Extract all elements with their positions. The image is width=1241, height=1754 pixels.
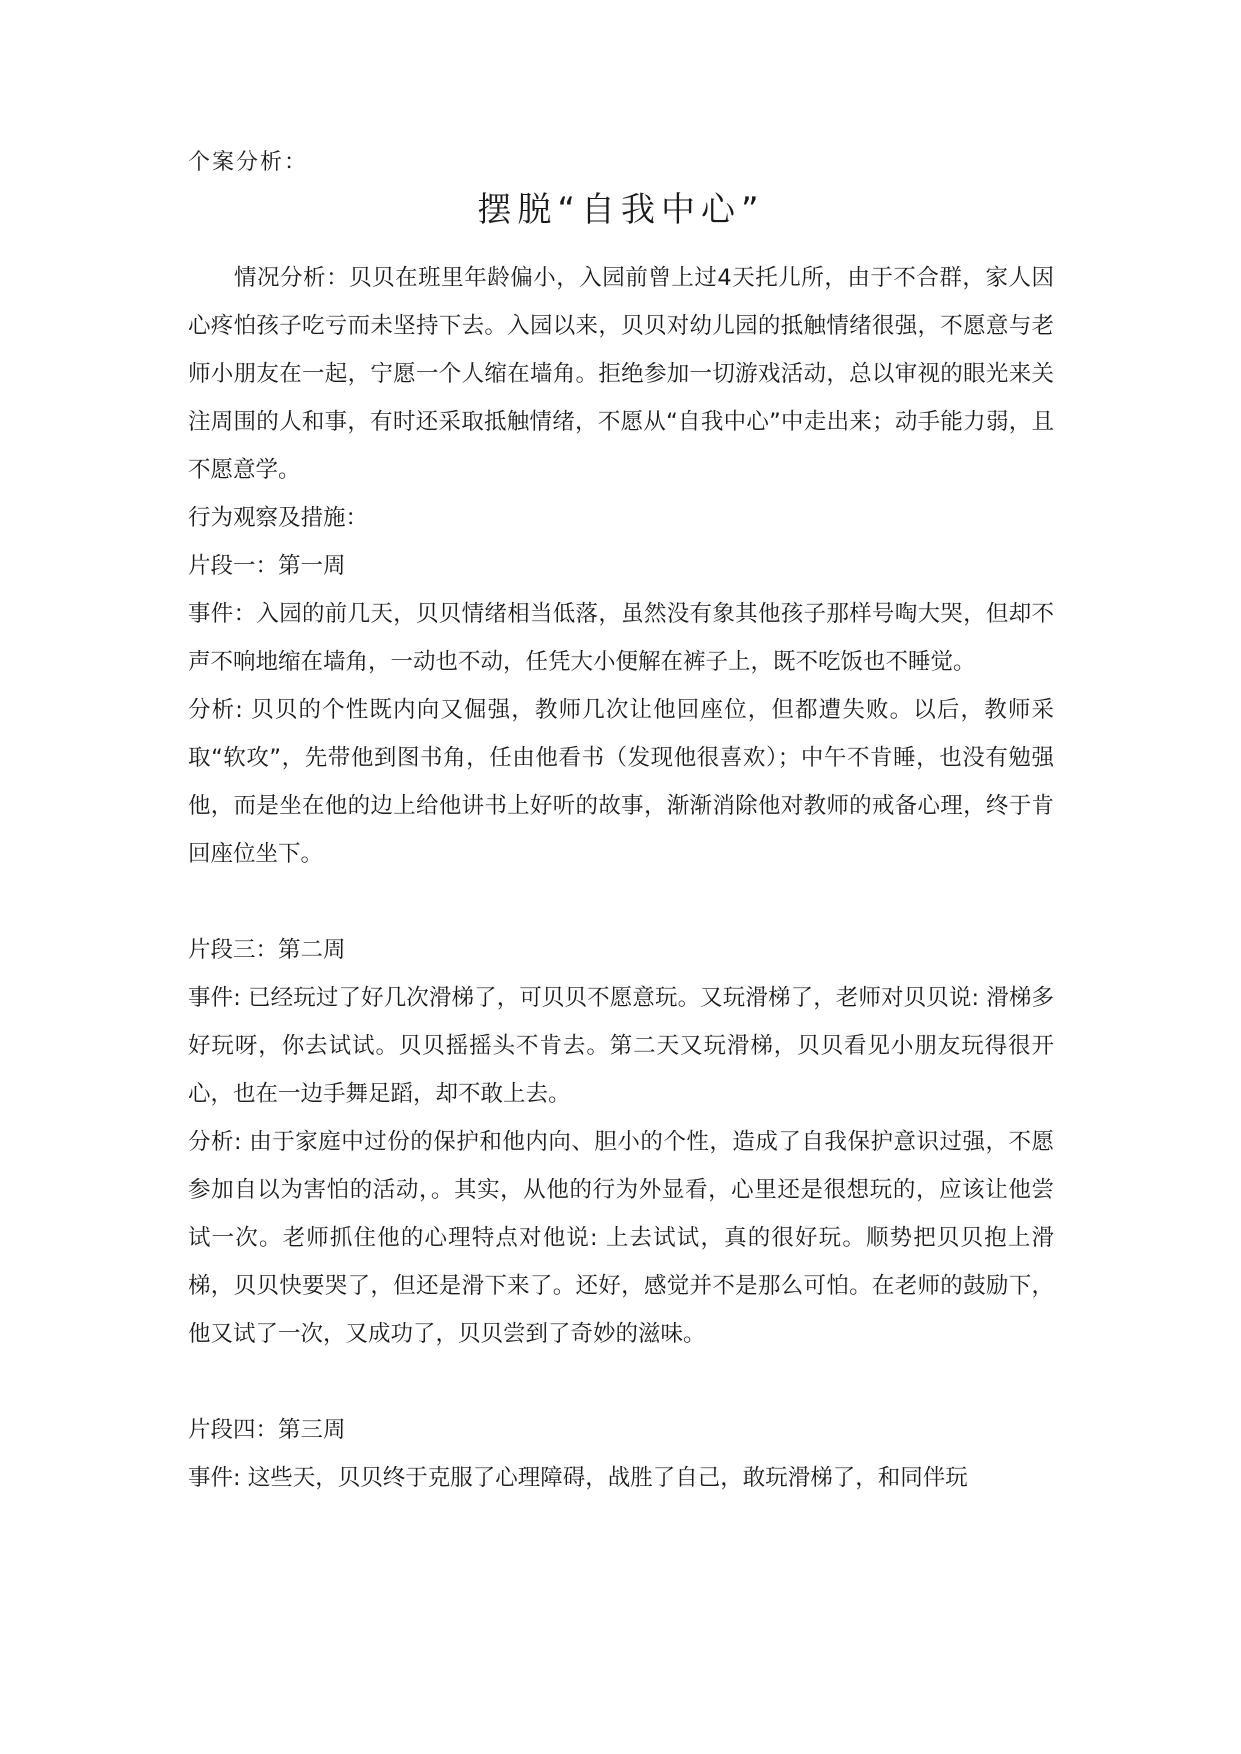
case-analysis-label: 个案分析： xyxy=(188,150,309,175)
segment-1-heading: 片段一：第一周 xyxy=(188,553,346,579)
document-page xyxy=(188,148,1054,1502)
document-title: 摆脱“自我中心” xyxy=(477,190,765,230)
segment-2-analysis: 分析: 由于家庭中过份的保护和他内向、胆小的个性，造成了自我保护意识过强，不愿参加自以为害怕的活动，。其实，从他的行为外显看，心里还是很想玩的，应该让他尝试一次。老师抓住他的心理特点对他说: 上去试试，真的很好玩。顺势把贝贝抱上滑梯，贝贝快要哭了，但还是滑下来了。还好，感觉并不是那么可怕。在老师的鼓励下，他又试了一次，又成功了，贝贝尝到了奇妙的滋味。 xyxy=(188,1129,1054,1347)
segment-2-event: 事件: 已经玩过了好几次滑梯了，可贝贝不愿意玩。又玩滑梯了，老师对贝贝说: 滑梯多好玩呀，你去试试。贝贝摇摇头不肯去。第二天又玩滑梯，贝贝看见小朋友玩得很开心，也在一边手舞足蹈，却不敢上去。 xyxy=(188,985,1054,1107)
segment-2-heading: 片段三：第二周 xyxy=(188,937,346,963)
paragraph-gap xyxy=(188,878,1054,926)
segment-1-analysis: 分析: 贝贝的个性既内向又倔强，教师几次让他回座位，但都遭失败。以后，教师采取“软攻”，先带他到图书角，任由他看书（发现他很喜欢）；中午不肯睡，也没有勉强他，而是坐在他的边上给他讲书上好听的故事，渐渐消除他对教师的戒备心理，终于肯回座位坐下。 xyxy=(188,697,1054,867)
segment-3-event: 事件: 这些天，贝贝终于克服了心理障碍，战胜了自己，敢玩滑梯了，和同伴玩 xyxy=(188,1465,968,1491)
situation-paragraph: 情况分析：贝贝在班里年龄偏小，入园前曾上过4天托儿所，由于不合群，家人因心疼怕孩子吃亏而未坚持下去。入园以来，贝贝对幼儿园的抵触情绪很强，不愿意与老师小朋友在一起，宁愿一个人缩在墙角。拒绝参加一切游戏活动，总以审视的眼光来关注周围的人和事，有时还采取抵触情绪，不愿从“自我中心”中走出来；动手能力弱，且不愿意学。 xyxy=(188,265,1054,483)
segment-1-event: 事件：入园的前几天，贝贝情绪相当低落，虽然没有象其他孩子那样号啕大哭，但却不声不响地缩在墙角，一动也不动，任凭大小便解在裤子上，既不吃饭也不睡觉。 xyxy=(188,601,1054,675)
observation-heading: 行为观察及措施： xyxy=(188,505,369,531)
paragraph-gap xyxy=(188,1358,1054,1406)
segment-3-heading: 片段四：第三周 xyxy=(188,1417,346,1443)
